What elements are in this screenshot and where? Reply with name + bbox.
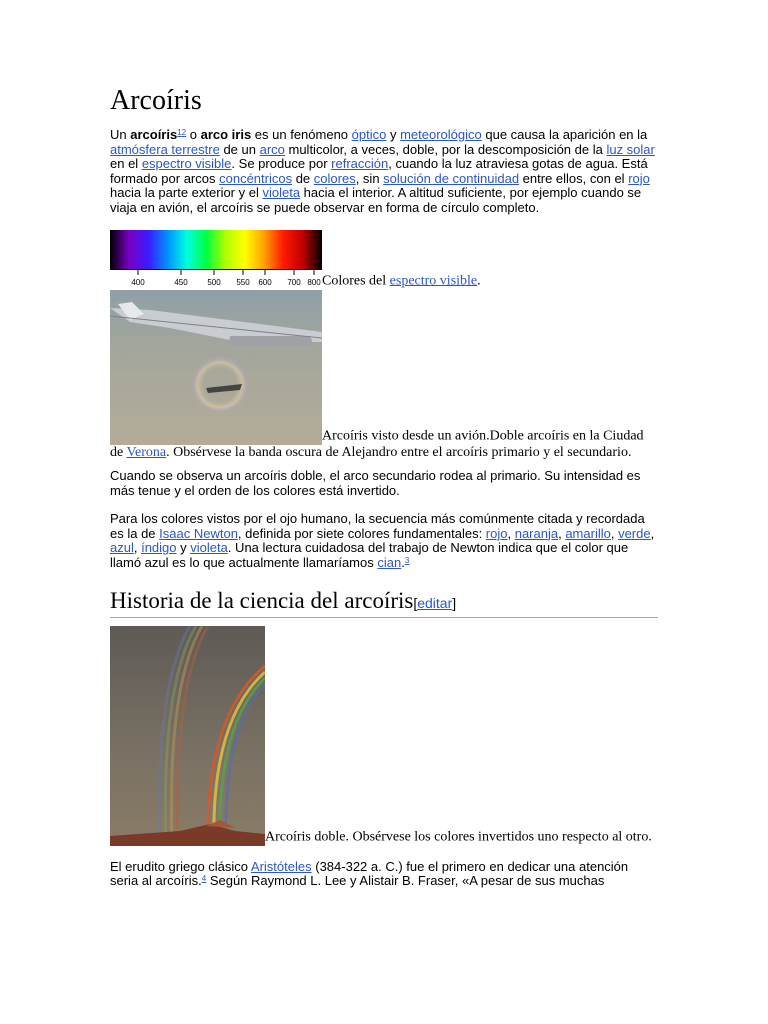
bracket: ] bbox=[452, 594, 457, 611]
text: de un bbox=[219, 141, 260, 157]
text: . Se produce por bbox=[231, 156, 332, 172]
figure-airplane bbox=[110, 290, 658, 462]
text: multicolor, a veces, doble, por la descomposición de la bbox=[284, 141, 607, 157]
spectrum-tick-label: 700 bbox=[287, 277, 301, 287]
text: , bbox=[133, 540, 142, 556]
link-violeta-2[interactable]: violeta bbox=[190, 540, 228, 556]
edit-section bbox=[413, 595, 456, 611]
spectrum-band bbox=[110, 230, 322, 269]
link-solucion-continuidad[interactable]: solución de continuidad bbox=[383, 170, 520, 186]
page-title: Arcoíris bbox=[110, 85, 202, 116]
text: , sin bbox=[355, 170, 384, 186]
link-azul[interactable]: azul bbox=[110, 540, 134, 556]
text: Un bbox=[110, 127, 131, 142]
text: de bbox=[292, 170, 314, 186]
text: hacia la parte exterior y el bbox=[110, 185, 263, 201]
article-content bbox=[110, 84, 658, 889]
ref-link-3[interactable]: 3 bbox=[404, 556, 410, 566]
link-isaac-newton[interactable]: Isaac Newton bbox=[159, 525, 238, 541]
link-violeta[interactable]: violeta bbox=[262, 185, 301, 201]
text: y bbox=[176, 540, 191, 556]
caption-text: . Obsérvese la banda oscura de Alejandro entre el arcoíris primario y el secundario. bbox=[166, 444, 632, 460]
link-aristoteles[interactable]: Aristóteles bbox=[250, 858, 312, 874]
text: , definida por siete colores fundamentales: bbox=[237, 525, 486, 541]
caption-text: . bbox=[477, 273, 481, 289]
ref-link-4[interactable]: 4 bbox=[201, 874, 207, 884]
text: , bbox=[650, 525, 655, 541]
text: o bbox=[186, 127, 201, 142]
link-colores[interactable]: colores bbox=[313, 170, 356, 186]
link-meteorologico[interactable]: meteorológico bbox=[400, 127, 482, 142]
spectrum-image bbox=[110, 230, 322, 290]
text: , bbox=[610, 525, 619, 541]
double-rainbow-photo bbox=[110, 626, 265, 846]
ref-superscripts bbox=[177, 128, 186, 137]
text: en el bbox=[110, 156, 142, 172]
caption-text: Colores del bbox=[322, 273, 390, 289]
caption-text: Arcoíris doble. Obsérvese los colores invertidos uno respecto al otro. bbox=[265, 829, 652, 845]
spectrum-tick-label: 550 bbox=[236, 277, 250, 287]
link-verde[interactable]: verde bbox=[618, 525, 651, 541]
figure-spectrum bbox=[110, 230, 658, 290]
link-rojo-2[interactable]: rojo bbox=[485, 525, 508, 541]
paragraph-aristoteles bbox=[110, 860, 658, 889]
text: , bbox=[507, 525, 515, 541]
paragraph-doble: Cuando se observa un arcoíris doble, el arco secundario rodea al primario. Su intensidad es más tenue y el orden de los colores está invertido. bbox=[110, 468, 641, 498]
section-title: Historia de la ciencia del arcoíris bbox=[110, 587, 414, 613]
text: El erudito griego clásico bbox=[110, 858, 251, 874]
text: Según Raymond L. Lee y Alistair B. Fraser, «A pesar de sus muchas bbox=[206, 873, 605, 889]
ref-link-1[interactable]: 1 bbox=[177, 128, 182, 137]
link-cian[interactable]: cian bbox=[377, 555, 402, 571]
spectrum-tick-label: 600 bbox=[258, 277, 272, 287]
spectrum-tick-label: 400 bbox=[131, 277, 145, 287]
term-arcoiris: arcoíris bbox=[130, 127, 178, 142]
text: . bbox=[401, 555, 405, 571]
text: hacia el interior. A altitud suficiente, por ejemplo cuando se viaja en avión, el arcoíris se puede observar en forma de círculo completo. bbox=[110, 185, 642, 215]
link-refraccion[interactable]: refracción bbox=[331, 156, 389, 172]
paragraph-newton bbox=[110, 512, 658, 570]
caption-text: Arcoíris visto desde un avión.Doble arcoíris en la Ciudad de bbox=[110, 428, 644, 460]
spectrum-tick-label: 500 bbox=[207, 277, 221, 287]
caption-link-espectro[interactable]: espectro visible bbox=[389, 273, 478, 289]
link-atmosfera[interactable]: atmósfera terrestre bbox=[110, 141, 220, 157]
link-rojo[interactable]: rojo bbox=[628, 170, 650, 186]
text: Para los colores vistos por el ojo humano, la secuencia más comúnmente citada y recordada es la de bbox=[110, 511, 645, 541]
link-concentricos[interactable]: concéntricos bbox=[219, 170, 293, 186]
spectrum-tick-label: 800 bbox=[307, 277, 321, 287]
link-optico[interactable]: óptico bbox=[351, 127, 387, 142]
bracket: [ bbox=[413, 594, 418, 611]
text: y bbox=[386, 127, 401, 142]
text: que causa la aparición en la bbox=[481, 127, 648, 142]
ref-link-2[interactable]: 2 bbox=[181, 128, 187, 137]
term-arco-iris: arco iris bbox=[200, 127, 252, 142]
link-arco[interactable]: arco bbox=[259, 141, 285, 157]
section-heading-historia bbox=[110, 587, 658, 618]
text: , cuando la luz atraviesa gotas de agua. Está formado por arcos bbox=[110, 156, 648, 186]
text: entre ellos, con el bbox=[519, 170, 629, 186]
text: , bbox=[558, 525, 566, 541]
figure-double-rainbow bbox=[110, 626, 658, 846]
link-amarillo[interactable]: amarillo bbox=[565, 525, 611, 541]
text: es un fenómeno bbox=[251, 127, 352, 142]
link-naranja[interactable]: naranja bbox=[514, 525, 559, 541]
link-luz-solar[interactable]: luz solar bbox=[606, 141, 655, 157]
text: . Una lectura cuidadosa del trabajo de Newton indica que el color que llamó azul es lo que actualmente llamaríamos bbox=[110, 540, 629, 571]
edit-link[interactable]: editar bbox=[417, 594, 453, 611]
airplane-wing-photo bbox=[110, 290, 322, 445]
link-espectro-visible[interactable]: espectro visible bbox=[141, 156, 232, 172]
spectrum-tick-label: 450 bbox=[174, 277, 188, 287]
intro-paragraph bbox=[110, 128, 658, 216]
caption-link-verona[interactable]: Verona bbox=[126, 444, 167, 460]
link-indigo[interactable]: índigo bbox=[141, 540, 177, 556]
text: (384-322 a. C.) fue el primero en dedicar una atención seria al arcoíris. bbox=[110, 858, 629, 889]
